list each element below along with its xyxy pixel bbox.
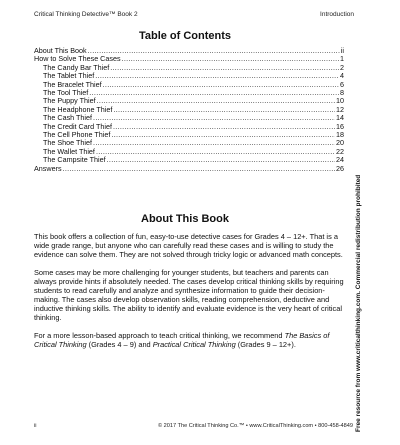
toc-entry [34, 114, 344, 122]
toc-entry-label: The Bracelet Thief [43, 80, 102, 89]
about-title: About This Book [141, 213, 229, 225]
toc-leader-dots [96, 148, 335, 156]
toc-entry [34, 55, 344, 63]
toc-entry [34, 97, 344, 105]
toc-leader-dots [93, 114, 335, 122]
toc-entry-page: 8 [340, 89, 344, 98]
toc-entry [34, 123, 344, 131]
toc-entry-page: 18 [336, 131, 344, 140]
about-paragraph-2: Some cases may be more challenging for younger students, but teachers and parents can always provide hints if absolutely needed. The cases develop critical thinking skills by requiring students to read carefully and analyze and synthesize information to guide their decision-making. The cases also develop observation skills, reading comprehension, deductive and inductive thinking skills. The ability to identify and evaluate evidence is the very heart of critical thinking. [34, 268, 344, 322]
toc-leader-dots [63, 165, 335, 173]
toc-entry-page: 2 [340, 63, 344, 72]
p3-text-c: (Grades 4 – 9) and [86, 340, 153, 349]
toc-entry [34, 106, 344, 114]
page-number: ii [34, 423, 37, 429]
toc-entry-label: The Tablet Thief [43, 72, 95, 81]
toc-entry-page: 12 [336, 105, 344, 114]
toc-entry [34, 165, 344, 173]
toc-leader-dots [107, 156, 335, 164]
toc-entry-label: The Candy Bar Thief [43, 63, 110, 72]
toc-entry [34, 139, 344, 147]
toc-entry-label: Answers [34, 164, 62, 173]
toc-entry [34, 156, 344, 164]
book-title-basics: The Basics of Critical Thinking [34, 331, 330, 349]
toc-entry-label: About This Book [34, 47, 87, 55]
toc-entry-page: 24 [336, 156, 344, 165]
toc-entry-label: The Puppy Thief [43, 97, 96, 106]
toc-leader-dots [95, 72, 339, 80]
toc-leader-dots [89, 89, 339, 97]
toc-leader-dots [110, 64, 339, 72]
running-header-book: Critical Thinking Detective™ Book 2 [34, 11, 138, 18]
toc-entry-label: How to Solve These Cases [34, 55, 121, 64]
toc-entry-label: The Cell Phone Thief [43, 131, 111, 140]
toc-leader-dots [122, 55, 339, 63]
toc-entry-label: The Credit Card Thief [43, 122, 112, 131]
toc-entry-page: 14 [336, 114, 344, 123]
toc-entry-label: The Shoe Thief [43, 139, 93, 148]
toc-entry-page: 4 [340, 72, 344, 81]
toc-entry [34, 72, 344, 80]
toc-leader-dots [113, 123, 335, 131]
toc-entry-page: 1 [340, 55, 344, 64]
toc-leader-dots [111, 131, 335, 139]
toc-leader-dots [113, 106, 335, 114]
toc-entry [34, 64, 344, 72]
toc-entry [34, 81, 344, 89]
toc-entry [34, 131, 344, 139]
toc-entry-page: 26 [336, 164, 344, 173]
table-of-contents [34, 47, 344, 173]
toc-entry-page: 22 [336, 147, 344, 156]
running-header-section: Introduction [320, 11, 354, 18]
toc-entry-page: 16 [336, 122, 344, 131]
toc-entry-label: The Cash Thief [43, 114, 93, 123]
toc-entry-page: 20 [336, 139, 344, 148]
footer-copyright: © 2017 The Critical Thinking Co.™ • www.CriticalThinking.com • 800-458-4849 [158, 423, 353, 429]
toc-leader-dots [93, 139, 335, 147]
toc-entry [34, 89, 344, 97]
toc-title: Table of Contents [138, 30, 232, 42]
toc-entry-label: The Campsite Thief [43, 156, 106, 165]
book-title-practical: Practical Critical Thinking [152, 340, 236, 349]
about-paragraph-1: This book offers a collection of fun, easy-to-use detective cases for Grades 4 – 12+. That is a wide grade range, but anyone who can carefully read these cases and is willing to study the evidence can solve them. They are not solved through tricky logic or advanced math concepts. [34, 232, 343, 259]
toc-entry-label: The Wallet Thief [43, 147, 95, 156]
toc-entry [34, 47, 344, 55]
toc-leader-dots [88, 47, 340, 55]
toc-entry-label: The Tool Thief [43, 89, 89, 98]
side-notice-text: Free resource from www.criticalthinking.com. Commercial redistribution prohibited [355, 174, 362, 432]
toc-entry-label: The Headphone Thief [43, 105, 113, 114]
about-paragraph-3 [34, 331, 344, 349]
toc-leader-dots [97, 97, 335, 105]
p3-text-a: For a more lesson-based approach to teach critical thinking, we recommend [34, 331, 285, 340]
toc-entry [34, 148, 344, 156]
toc-entry-page: ii [340, 47, 344, 55]
about-body [34, 232, 344, 358]
toc-entry-page: 6 [340, 80, 344, 89]
p3-text-e: (Grades 9 – 12+). [235, 340, 296, 349]
side-notice [351, 170, 365, 440]
toc-entry-page: 10 [336, 97, 344, 106]
toc-leader-dots [103, 81, 339, 89]
